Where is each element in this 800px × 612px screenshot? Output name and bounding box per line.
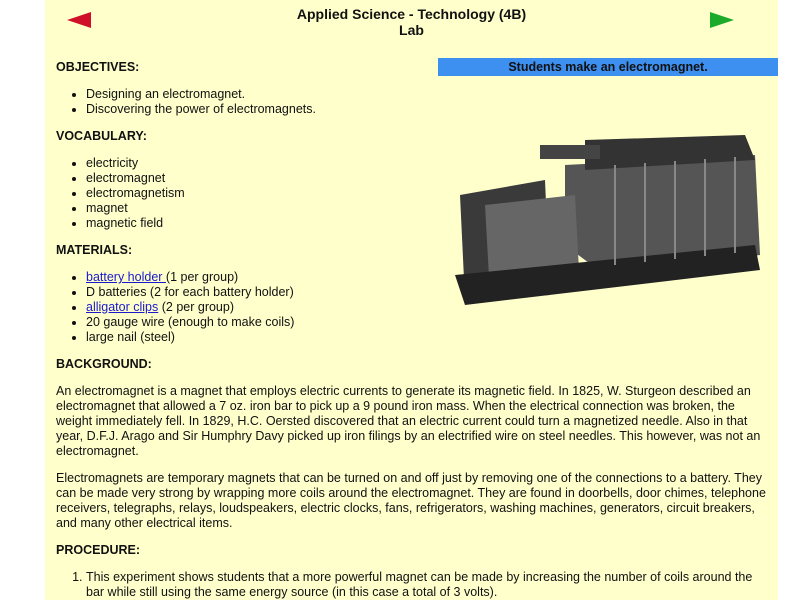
list-item	[86, 270, 771, 285]
procedure-list	[56, 570, 771, 600]
page-title	[45, 6, 778, 38]
list-item: • D batteries (2 for each battery holder)	[86, 285, 771, 300]
list-item: • Discovering the power of electromagnets.	[86, 102, 771, 117]
list-item: • 20 gauge wire (enough to make coils)	[86, 315, 771, 330]
materials-list	[56, 270, 771, 345]
vocabulary-list	[56, 156, 771, 231]
objectives-list	[56, 87, 771, 117]
summary-banner: Students make an electromagnet.	[438, 58, 778, 76]
list-item: • electromagnet	[86, 171, 771, 186]
list-item: • electricity	[86, 156, 771, 171]
title-line-1: Applied Science - Technology (4B)	[296, 6, 527, 22]
alligator-clips-link[interactable]: alligator clips	[86, 300, 159, 314]
materials-heading: MATERIALS:	[56, 243, 133, 257]
item-text: (1 per group)	[165, 270, 239, 284]
background-heading: BACKGROUND:	[56, 357, 152, 371]
objectives-heading: OBJECTIVES:	[56, 60, 140, 74]
vocabulary-heading: VOCABULARY:	[56, 129, 147, 143]
list-item: • large nail (steel)	[86, 330, 771, 345]
item-text: (2 per group)	[158, 300, 234, 314]
list-item: • magnetic field	[86, 216, 771, 231]
page	[45, 0, 778, 600]
list-item: • magnet	[86, 201, 771, 216]
procedure-heading: PROCEDURE:	[56, 543, 141, 557]
title-line-2: Lab	[399, 22, 424, 38]
list-item: • electromagnetism	[86, 186, 771, 201]
list-item: • Designing an electromagnet.	[86, 87, 771, 102]
background-paragraph: Electromagnets are temporary magnets that can be turned on and off just by removing one of the connections to a battery. They can be made very strong by wrapping more coils around the electromagnet. They are found in doorbells, door chimes, telephone receivers, telegraphs, relays, loudspeakers, electric clocks, fans, refrigerators, washing machines, generators, circuit breakers, and many other electrical items.	[56, 471, 766, 530]
content	[56, 60, 771, 612]
battery-holder-link[interactable]: battery holder	[86, 270, 166, 284]
procedure-step: 1. This experiment shows students that a more powerful magnet can be made by increasing the number of coils around the bar while still using the same energy source (in this case a total of 3 volts).	[86, 570, 771, 600]
background-paragraph: An electromagnet is a magnet that employs electric currents to generate its magnetic field. In 1825, W. Sturgeon described an electromagnet that allowed a 7 oz. iron bar to pick up a 9 pound iron mass. When the electrical connection was broken, the weight immediately fell. In 1829, H.C. Oersted discovered that an electric current could turn a magnetized needle. Also in that year, D.F.J. Arago and Sir Humphry Davy picked up iron filings by an electrified wire on steel needles. This however, was not an electromagnet.	[56, 384, 761, 458]
list-item	[86, 300, 771, 315]
